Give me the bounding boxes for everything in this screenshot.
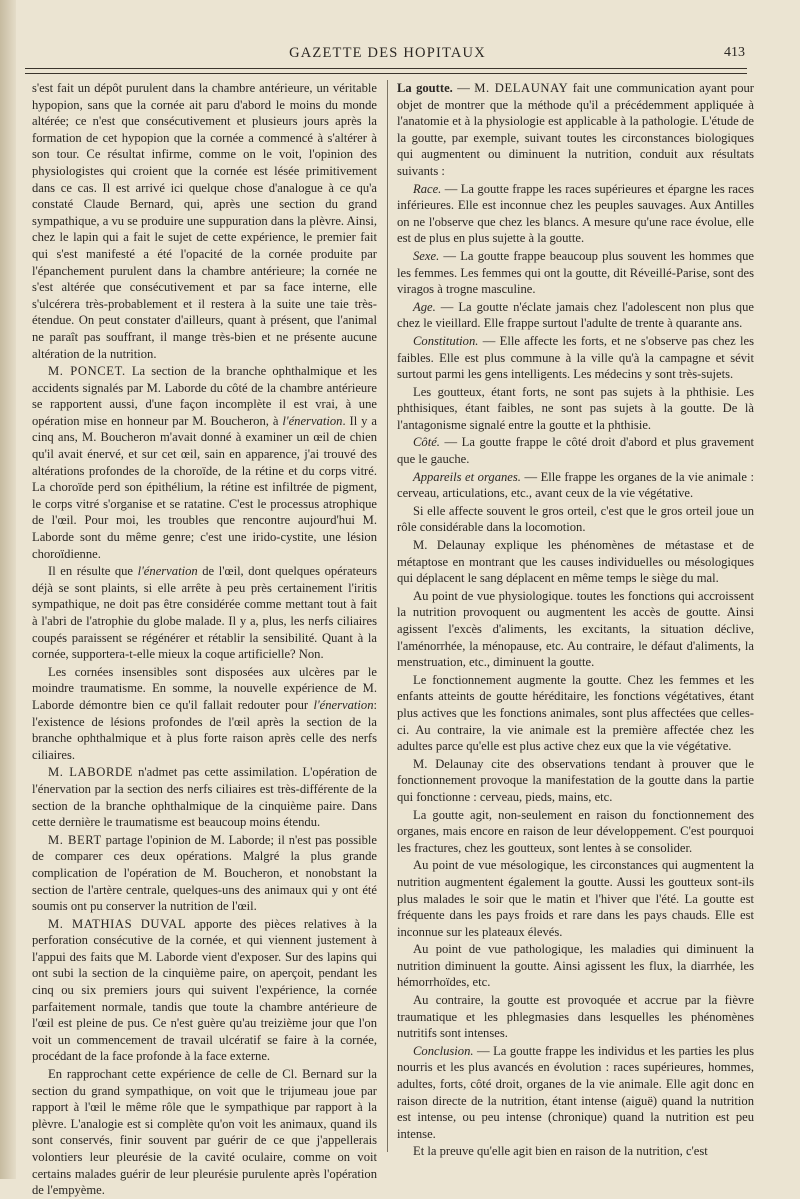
right-column [397, 80, 754, 1160]
section-title: La goutte. [397, 81, 453, 95]
column-divider [387, 80, 388, 1152]
paragraph: La goutte agit, non-seulement en raison du fonctionnement des organes, mais encore en raison de leur développement. C'est pourquoi les fractures, chez les goutteux, sont lentes à se consolider. [397, 807, 754, 855]
speaker-name: M. DELAUNAY [474, 81, 569, 95]
paragraph: M. MATHIAS DUVAL apporte des pièces relatives à la perforation consécutive de la cornée, et qui viennent justement à l'appui des faits que M. Laborde vient d'exposer. Sur des lapins qui ont subi la section de la cinquième paire, on aperçoit, pendant les cinq ou six premiers jours qui suivent l'expérience, la cornée parfaitement normale, tandis que toute la chambre antérieure de l'œil est pleine de pus. Ce n'est guère qu'au treizième jour que l'on voit un commencement de travail ulcératif se faire à la cornée, procédant de la face profonde à la face externe. [32, 916, 377, 1064]
paragraph: Appareils et organes. — Elle frappe les organes de la vie animale : cerveau, articulations, etc., avant ceux de la vie végétative. [397, 469, 754, 501]
paragraph: Au point de vue pathologique, les maladies qui diminuent la nutrition diminuent la goutte. Ainsi agissent les flux, la diarrhée, les hémorrhoïdes, etc. [397, 942, 754, 990]
paragraph: La goutte. — M. DELAUNAY fait une communication ayant pour objet de montrer que la méthode qu'il a précédemment appliquée à l'anatomie et à la physiologie est applicable à la pathologie. L'étude de la goutte, par exemple, suivant toutes les circonstances biologiques qui augmentent ou diminuent la nutrition, conduit aux résultats suivants : [397, 81, 754, 178]
paragraph: s'est fait un dépôt purulent dans la chambre antérieure, un véritable hypopion, sans que la cornée ait paru d'abord le moins du monde altérée; ce n'est que consécutivement et plusieurs jours après la formation de cet hypopion que la cornée a commencé à s'altérer à son tour. Ce résultat infirme, comme on le voit, l'opinion des physiologistes qui croient que la cornée est lésée primitivement dans ce cas. Il est arrivé ici quelque chose d'analogue à ce qu'a constaté Claude Bernard, qui, après une section du grand sympathique, a vu se produire une suppuration dans la plèvre. Ainsi, chez le lapin qui a fait le sujet de cette expérience, le premier fait qui s'est manifesté a été l'opacité de la cornée produite par l'épanchement purulent dans la chambre antérieure; la cornée ne s'est altérée que consécutivement et par sa face interne, elle s'ulcérera très-probablement et il restera à la suite une taie très-étendue. On peut constater d'ailleurs, quant à présent, que l'animal ne paraît pas souffrant, il mange très-bien et ne présente aucune altération de la nutrition. [32, 81, 377, 361]
left-column [32, 80, 378, 1198]
paragraph: Et la preuve qu'elle agit bien en raison de la nutrition, c'est [413, 1144, 708, 1159]
journal-title: GAZETTE DES HOPITAUX [289, 45, 486, 61]
paragraph: Les cornées insensibles sont disposées aux ulcères par le moindre traumatisme. En somme, la nouvelle expérience de M. Laborde démontre bien ce qu'il fallait redouter pour l'énervation: l'existence de lésions profondes de l'œil après la section de la branche ophthalmique et à plus forte raison après celle des nerfs ciliaires. [32, 664, 378, 762]
paragraph: Au point de vue physiologique. toutes les fonctions qui accroissent la nutrition provoquent ou augmentent les accès de goutte. Ainsi agissent l'excès d'aliments, les excitants, la situation déclive, l'aménorrhée, la ménopause, etc. Au contraire, le défaut d'aliments, la menstruation, etc., diminuent la goutte. [397, 588, 754, 670]
paragraph: Race. — La goutte frappe les races supérieures et épargne les races inférieures. Elle est inconnue chez les peuples sauvages. Aux Antilles on ne l'observe que chez les blancs. A mesure qu'une race évolue, elle est de plus en plus sujette à la goutte. [397, 181, 754, 246]
subheading: Race. [413, 181, 442, 196]
paragraph: En rapprochant cette expérience de celle de Cl. Bernard sur la section du grand sympathique, on voit que le trijumeau joue par rapport à l'œil le même rôle que le sympathique par rapport à la plèvre. L'analogie est si complète qu'on voit les animaux, quand ils sont conservés, finir souvent par guérir de ce que j'appellerais volontiers leur pleurésie de la cavité oculaire, comme on voit certains malades guérir de leur pleurésie purulente après l'opération de l'empyème. [32, 1067, 377, 1198]
paragraph: M. LABORDE n'admet pas cette assimilation. L'opération de l'énervation par la section des nerfs ciliaires est très-différente de la section de la branche ophthalmique de la cinquième paire. Dans cette dernière le traumatisme est beaucoup moins étendu. [32, 765, 377, 830]
paragraph: Si elle affecte souvent le gros orteil, c'est que le gros orteil joue un rôle considérable dans la locomotion. [397, 503, 754, 535]
paragraph: Sexe. — La goutte frappe beaucoup plus souvent les hommes que les femmes. Les femmes qui ont la goutte, dit Réveillé-Parise, sont des viragos à trogne masculine. [397, 248, 754, 297]
subheading: Sexe. [413, 248, 440, 263]
paragraph: Au contraire, la goutte est provoquée et accrue par la fièvre traumatique et les phlegmasies dans lesquelles les phénomènes nutritifs sont intenses. [397, 993, 754, 1041]
subheading: Constitution. [413, 333, 479, 348]
subheading: Conclusion. [413, 1043, 474, 1058]
paragraph: M. BERT partage l'opinion de M. Laborde; il n'est pas possible de comparer ces deux opérations. Malgré la plus grande complication de l'opération de M. Boucheron, et nonobstant la section de l'artère centrale, quelques-uns des animaux qui y ont été soumis ont pu conserver la nutrition de l'œil. [32, 832, 378, 914]
paragraph: Conclusion. — La goutte frappe les individus et les parties les plus nourris et les plus avancés en évolution : races supérieures, hommes, adultes, forts, côté droit, organes de la vie animale. Elle agit donc en raison directe de la nutrition, étant intense (aiguë) quand la nutrition est intense, ou peu intense (chronique) quand la nutrition est peu intense. [397, 1043, 754, 1141]
paragraph: Age. — La goutte n'éclate jamais chez l'adolescent non plus que chez le vieillard. Elle frappe surtout l'adulte de trente à quarante ans. [397, 299, 754, 331]
paragraph: Le fonctionnement augmente la goutte. Chez les femmes et les enfants atteints de goutte héréditaire, les fonctions végétatives, étant plus actives que les fonctions animales, sont plus affectées que celles-ci. Au contraire, la vie animale est la première affectée chez les adultes parce qu'elle est plus active chez eux que la vie végétative. [397, 672, 754, 754]
header-rule-bottom [25, 73, 747, 74]
page-number: 413 [724, 45, 745, 60]
paragraph: Au point de vue mésologique, les circonstances qui augmentent la nutrition augmentent également la goutte. Aussi les goutteux sont-ils plus malades le soir que le matin et l'hiver que l'été. La goutte est fréquente dans les pays froids et rare dans les pays chauds. Elle est inconnue sur les plateaux élevés. [397, 858, 754, 939]
page-header [30, 42, 745, 64]
paragraph: M. Delaunay explique les phénomènes de métastase et de métaptose en montrant que les causes individuelles ou mésologiques qui déplacent le sang déplacent en même temps le siège du mal. [397, 538, 754, 586]
speaker-name: M. PONCET. [48, 364, 126, 379]
speaker-name: M. LABORDE [48, 765, 133, 780]
paragraph: Côté. — La goutte frappe le côté droit d'abord et plus gravement que le gauche. [397, 435, 754, 467]
paragraph: M. Delaunay cite des observations tendant à prouver que le fonctionnement provoque la manifestation de la goutte dans la partie qui fonctionne : cerveau, pieds, mains, etc. [397, 756, 754, 804]
paragraph: M. PONCET. La section de la branche ophthalmique et les accidents signalés par M. Laborde du côté de la chambre antérieure se rapportent aussi, d'une façon incomplète il est vrai, à une opération mise en honneur par M. Boucheron, à l'énervation. Il y a cinq ans, M. Boucheron m'avait donné à examiner un œil de chien qu'il avait énervé, et sur cet œil, sain en apparence, j'ai trouvé des altérations profondes de la choroïde, de la rétine et du corps vitré. La choroïde perd son épithélium, la rétine est infiltrée de pigment, le corps vitré s'organise et se ratatine. C'est le processus atrophique de l'œil. Pour moi, les troubles que rencontre aujourd'hui M. Laborde sont du même genre; c'est une irido-cystite, une lésion choroïdienne. [32, 364, 377, 561]
paragraph: Constitution. — Elle affecte les forts, et ne s'observe pas chez les faibles. Elle est plus commune à la ville qu'à la campagne et sévit surtout parmi les gens intelligents. Les médecins y sont très-sujets. [397, 333, 754, 382]
subheading: Appareils et organes. [413, 469, 521, 484]
paragraph: Les goutteux, étant forts, ne sont pas sujets à la phthisie. Les phthisiques, étant faibles, ne sont pas sujets à la goutte. De là l'antagonisme signalé entre la goutte et la phthisie. [397, 384, 754, 432]
paragraph: Il en résulte que l'énervation de l'œil, dont quelques opérateurs déjà se sont plaints, si elle arrête à peu près certainement l'iritis sympathique, ne doit pas être considérée comme mettant tout à fait à l'abri de l'atrophie du globe malade. Il y a, plus, les nerfs ciliaires coupés paraissent se régénérer et rétablir la sensibilité. Quant à la cornée, supportera-t-elle mieux la coque artificielle? Non. [32, 564, 378, 662]
header-rule-top [25, 68, 747, 69]
speaker-name: M. BERT [48, 832, 102, 847]
speaker-name: M. MATHIAS DUVAL [48, 916, 187, 931]
subheading: Côté. [413, 435, 440, 450]
subheading: Age. [413, 299, 436, 314]
page-binding-edge [0, 0, 16, 1179]
